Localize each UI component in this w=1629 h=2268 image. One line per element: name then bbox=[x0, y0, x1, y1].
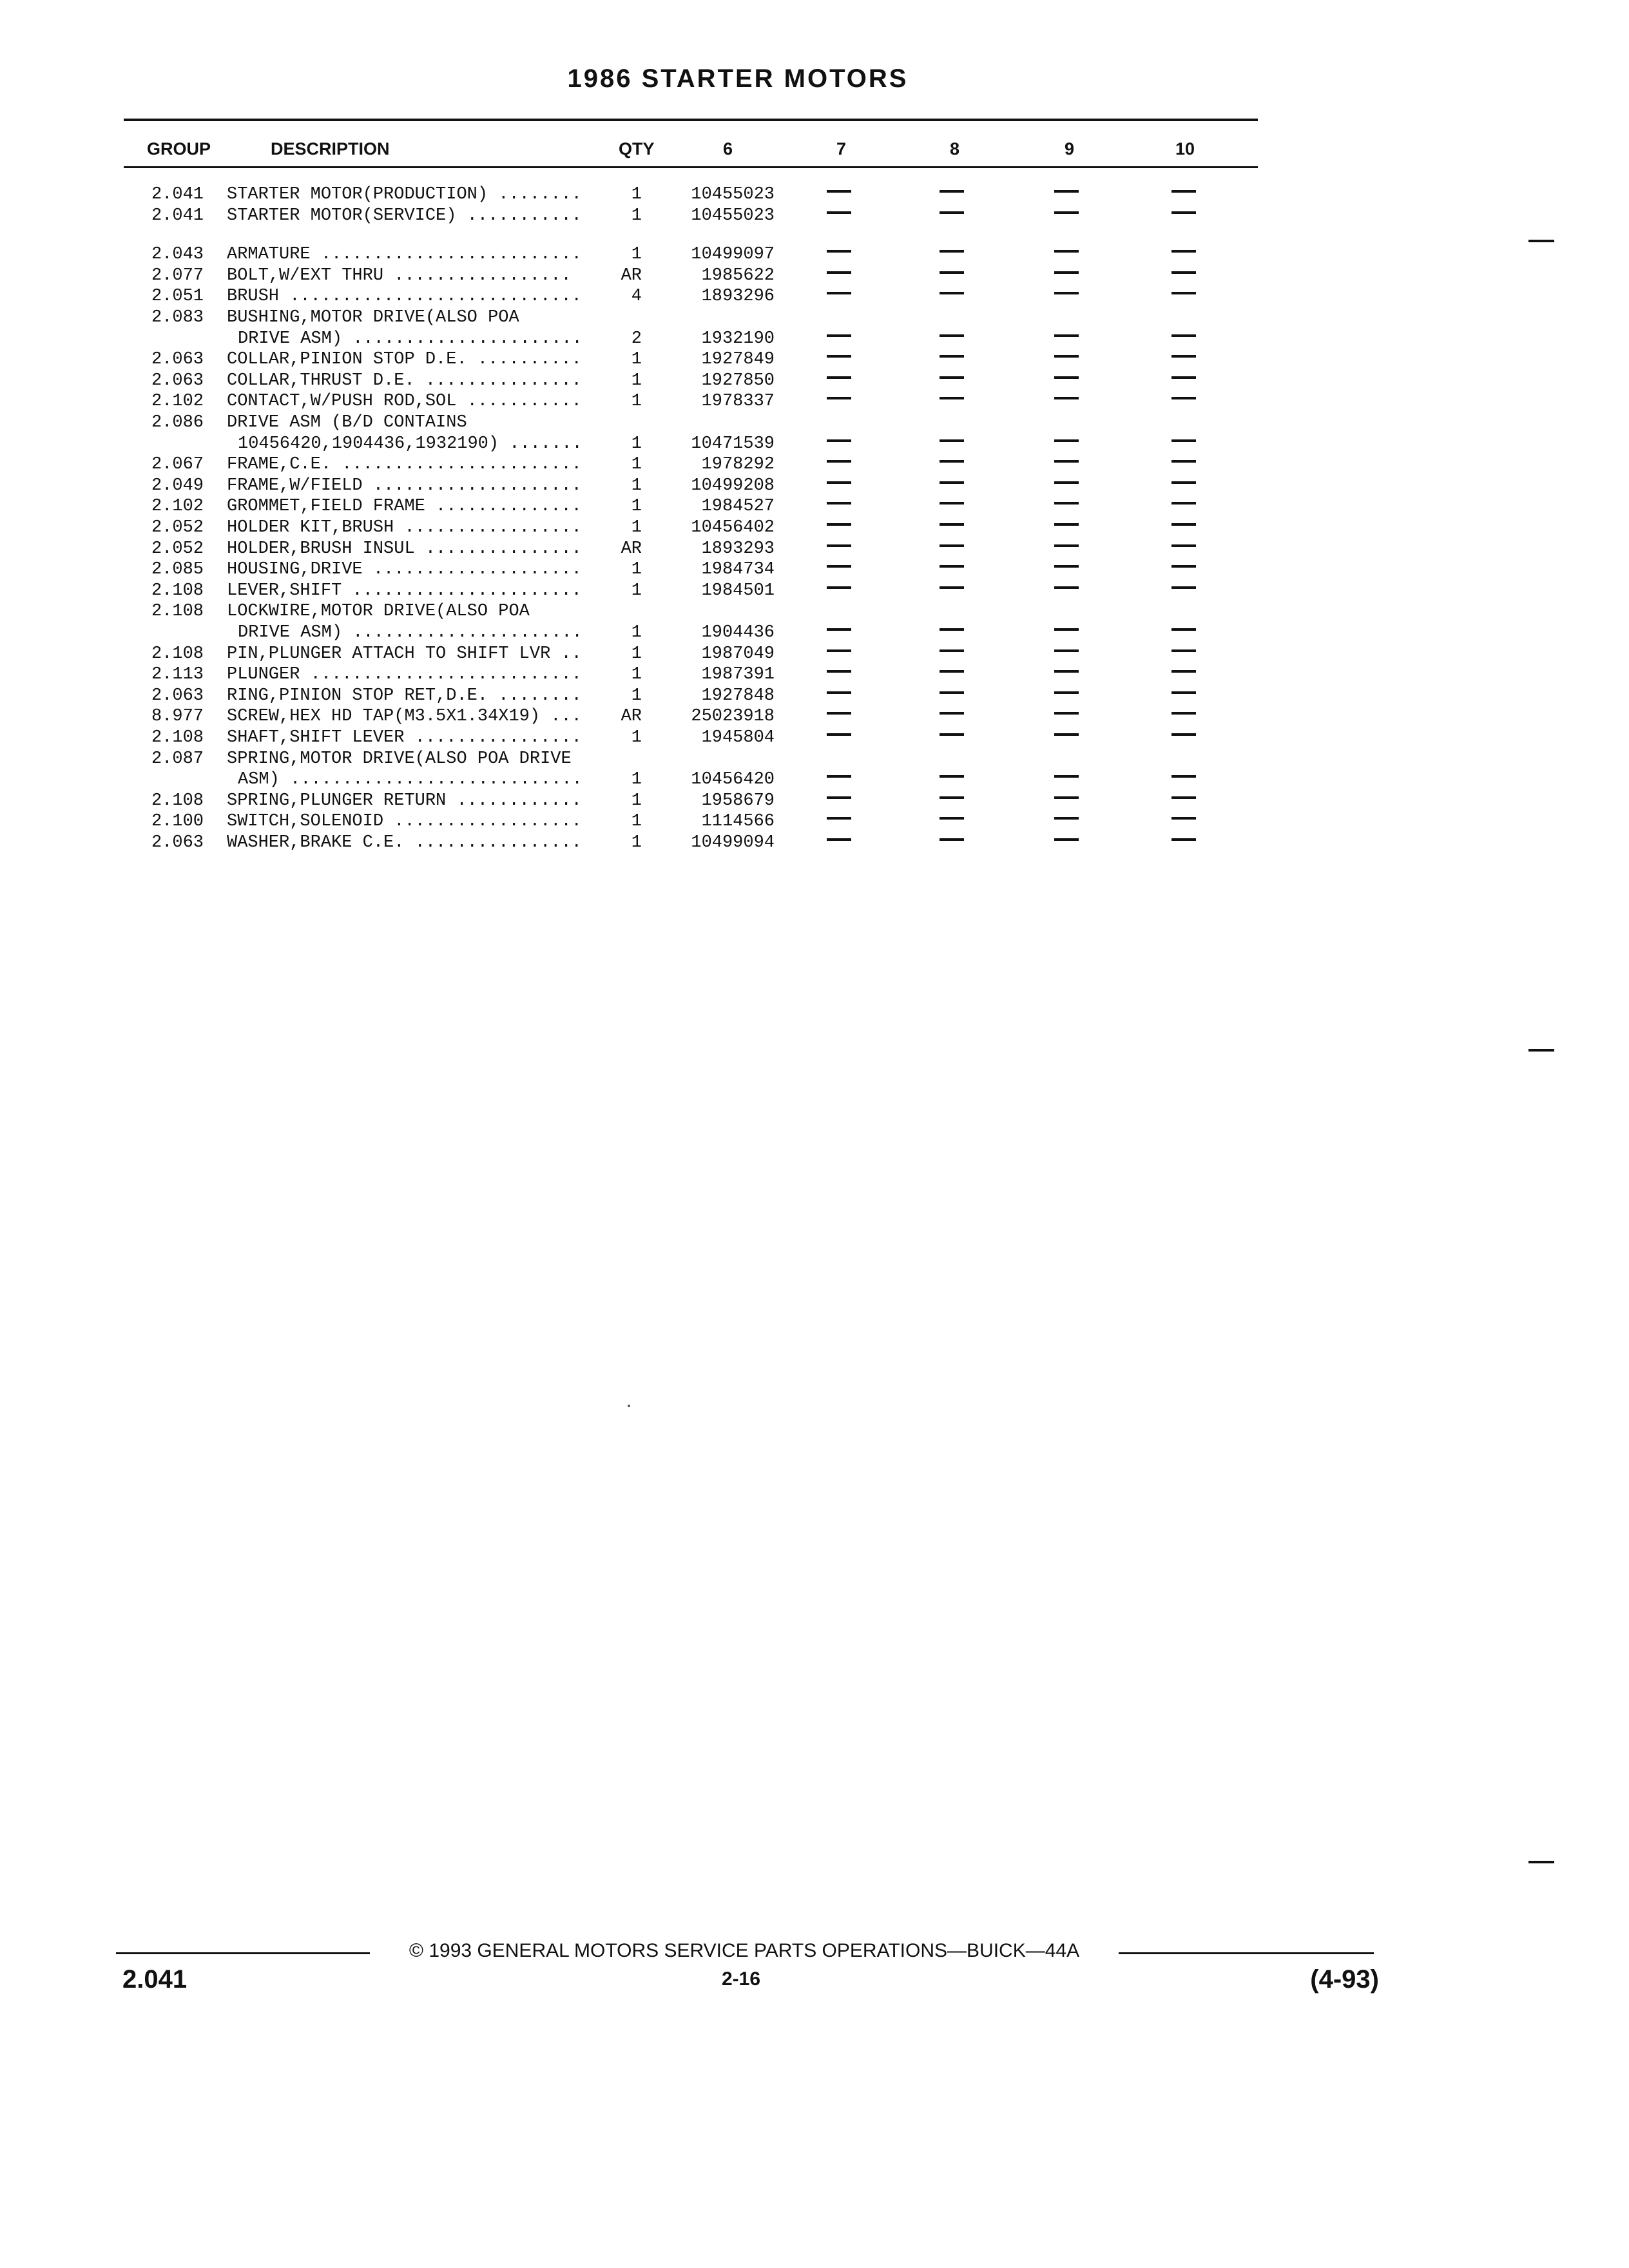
group-cell: 2.102 bbox=[151, 497, 204, 516]
not-applicable-dash-col-10 bbox=[1171, 460, 1196, 463]
not-applicable-dash-col-8 bbox=[940, 376, 964, 379]
not-applicable-dash-col-7 bbox=[827, 211, 851, 214]
group-cell: 2.108 bbox=[151, 644, 204, 664]
group-cell: 2.085 bbox=[151, 560, 204, 579]
table-row bbox=[0, 496, 1629, 517]
not-applicable-dash-col-10 bbox=[1171, 334, 1196, 337]
part-number-cell: 1927850 bbox=[701, 371, 775, 390]
description-cell: SWITCH,SOLENOID .................. bbox=[227, 812, 582, 831]
footer-revision-date: (4-93) bbox=[1310, 1965, 1379, 1994]
not-applicable-dash-col-9 bbox=[1054, 544, 1079, 547]
not-applicable-dash-col-7 bbox=[827, 670, 851, 673]
description-cell: SHAFT,SHIFT LEVER ................ bbox=[227, 728, 582, 747]
table-row bbox=[0, 412, 1629, 434]
not-applicable-dash-col-8 bbox=[940, 649, 964, 652]
part-number-cell: 1932190 bbox=[701, 329, 775, 349]
part-number-cell: 1985622 bbox=[701, 266, 775, 285]
table-row bbox=[0, 370, 1629, 392]
qty-cell: 1 bbox=[631, 686, 642, 706]
not-applicable-dash-col-7 bbox=[827, 691, 851, 694]
group-cell: 2.041 bbox=[151, 206, 204, 226]
not-applicable-dash-col-7 bbox=[827, 439, 851, 442]
table-row bbox=[0, 349, 1629, 370]
column-header-description: DESCRIPTION bbox=[271, 139, 390, 159]
part-number-cell: 1893293 bbox=[701, 539, 775, 559]
edge-tick-mark bbox=[1528, 240, 1554, 242]
description-cell: PLUNGER .......................... bbox=[227, 665, 582, 684]
description-cell: CONTACT,W/PUSH ROD,SOL ........... bbox=[227, 392, 582, 411]
not-applicable-dash-col-10 bbox=[1171, 439, 1196, 442]
table-row bbox=[0, 517, 1629, 539]
not-applicable-dash-col-9 bbox=[1054, 397, 1079, 399]
table-row bbox=[0, 434, 1629, 455]
table-row bbox=[0, 811, 1629, 832]
column-header-9: 9 bbox=[1065, 139, 1075, 159]
not-applicable-dash-col-9 bbox=[1054, 817, 1079, 820]
not-applicable-dash-col-8 bbox=[940, 544, 964, 547]
not-applicable-dash-col-9 bbox=[1054, 502, 1079, 505]
part-number-cell: 10499208 bbox=[691, 476, 775, 495]
not-applicable-dash-col-8 bbox=[940, 670, 964, 673]
column-header-qty: QTY bbox=[619, 139, 655, 159]
not-applicable-dash-col-9 bbox=[1054, 649, 1079, 652]
table-row bbox=[0, 832, 1629, 854]
table-row bbox=[0, 184, 1629, 206]
not-applicable-dash-col-10 bbox=[1171, 838, 1196, 841]
part-number-cell: 10499097 bbox=[691, 245, 775, 264]
qty-cell: 4 bbox=[631, 287, 642, 306]
group-cell: 2.086 bbox=[151, 413, 204, 432]
not-applicable-dash-col-8 bbox=[940, 460, 964, 463]
not-applicable-dash-col-8 bbox=[940, 211, 964, 214]
description-cell: SCREW,HEX HD TAP(M3.5X1.34X19) ... bbox=[227, 707, 582, 726]
not-applicable-dash-col-9 bbox=[1054, 628, 1079, 631]
part-number-cell: 10455023 bbox=[691, 185, 775, 204]
description-cell: ASM) ............................ bbox=[238, 770, 583, 789]
not-applicable-dash-col-10 bbox=[1171, 628, 1196, 631]
table-row bbox=[0, 539, 1629, 560]
part-number-cell: 10456402 bbox=[691, 518, 775, 537]
not-applicable-dash-col-7 bbox=[827, 586, 851, 589]
not-applicable-dash-col-10 bbox=[1171, 211, 1196, 214]
footer-group-number: 2.041 bbox=[122, 1965, 188, 1994]
description-cell: STARTER MOTOR(PRODUCTION) ........ bbox=[227, 185, 582, 204]
part-number-cell: 25023918 bbox=[691, 707, 775, 726]
not-applicable-dash-col-8 bbox=[940, 481, 964, 484]
not-applicable-dash-col-9 bbox=[1054, 250, 1079, 253]
description-cell: SPRING,PLUNGER RETURN ............ bbox=[227, 791, 582, 811]
group-cell: 2.108 bbox=[151, 602, 204, 621]
not-applicable-dash-col-10 bbox=[1171, 355, 1196, 358]
not-applicable-dash-col-7 bbox=[827, 565, 851, 568]
table-row bbox=[0, 307, 1629, 329]
not-applicable-dash-col-8 bbox=[940, 502, 964, 505]
description-cell: COLLAR,THRUST D.E. ............... bbox=[227, 371, 582, 390]
group-cell: 2.049 bbox=[151, 476, 204, 495]
not-applicable-dash-col-7 bbox=[827, 334, 851, 337]
description-cell: STARTER MOTOR(SERVICE) ........... bbox=[227, 206, 582, 226]
part-number-cell: 10471539 bbox=[691, 434, 775, 454]
not-applicable-dash-col-9 bbox=[1054, 775, 1079, 778]
not-applicable-dash-col-8 bbox=[940, 190, 964, 193]
table-row bbox=[0, 559, 1629, 581]
group-cell: 2.063 bbox=[151, 371, 204, 390]
not-applicable-dash-col-10 bbox=[1171, 292, 1196, 294]
not-applicable-dash-col-8 bbox=[940, 796, 964, 799]
not-applicable-dash-col-9 bbox=[1054, 712, 1079, 715]
description-cell: HOLDER,BRUSH INSUL ............... bbox=[227, 539, 582, 559]
part-number-cell: 1987049 bbox=[701, 644, 775, 664]
qty-cell: 1 bbox=[631, 206, 642, 226]
table-row bbox=[0, 791, 1629, 812]
not-applicable-dash-col-10 bbox=[1171, 817, 1196, 820]
not-applicable-dash-col-7 bbox=[827, 376, 851, 379]
edge-tick-mark bbox=[1528, 1861, 1554, 1863]
not-applicable-dash-col-9 bbox=[1054, 691, 1079, 694]
not-applicable-dash-col-8 bbox=[940, 439, 964, 442]
group-cell: 2.077 bbox=[151, 266, 204, 285]
qty-cell: 1 bbox=[631, 245, 642, 264]
not-applicable-dash-col-7 bbox=[827, 649, 851, 652]
description-cell: COLLAR,PINION STOP D.E. .......... bbox=[227, 350, 582, 369]
not-applicable-dash-col-10 bbox=[1171, 523, 1196, 526]
not-applicable-dash-col-7 bbox=[827, 838, 851, 841]
group-cell: 2.052 bbox=[151, 518, 204, 537]
qty-cell: 1 bbox=[631, 560, 642, 579]
part-number-cell: 1978337 bbox=[701, 392, 775, 411]
not-applicable-dash-col-8 bbox=[940, 355, 964, 358]
not-applicable-dash-col-7 bbox=[827, 502, 851, 505]
not-applicable-dash-col-9 bbox=[1054, 271, 1079, 274]
table-row bbox=[0, 454, 1629, 476]
table-row bbox=[0, 622, 1629, 644]
parts-table bbox=[0, 0, 1629, 902]
part-number-cell: 1893296 bbox=[701, 287, 775, 306]
not-applicable-dash-col-7 bbox=[827, 481, 851, 484]
not-applicable-dash-col-9 bbox=[1054, 670, 1079, 673]
group-cell: 2.063 bbox=[151, 686, 204, 706]
not-applicable-dash-col-7 bbox=[827, 292, 851, 294]
qty-cell: 1 bbox=[631, 497, 642, 516]
table-row bbox=[0, 644, 1629, 665]
qty-cell: AR bbox=[621, 707, 642, 726]
group-cell: 2.100 bbox=[151, 812, 204, 831]
part-number-cell: 1984734 bbox=[701, 560, 775, 579]
description-cell: ARMATURE ......................... bbox=[227, 245, 582, 264]
not-applicable-dash-col-8 bbox=[940, 817, 964, 820]
not-applicable-dash-col-7 bbox=[827, 355, 851, 358]
description-cell: 10456420,1904436,1932190) ....... bbox=[238, 434, 583, 454]
group-cell: 2.043 bbox=[151, 245, 204, 264]
description-cell: DRIVE ASM (B/D CONTAINS bbox=[227, 413, 467, 432]
not-applicable-dash-col-10 bbox=[1171, 691, 1196, 694]
table-row bbox=[0, 686, 1629, 707]
not-applicable-dash-col-9 bbox=[1054, 733, 1079, 736]
not-applicable-dash-col-9 bbox=[1054, 565, 1079, 568]
description-cell: PIN,PLUNGER ATTACH TO SHIFT LVR .. bbox=[227, 644, 582, 664]
table-row bbox=[0, 706, 1629, 727]
description-cell: GROMMET,FIELD FRAME .............. bbox=[227, 497, 582, 516]
not-applicable-dash-col-7 bbox=[827, 775, 851, 778]
description-cell: BUSHING,MOTOR DRIVE(ALSO POA bbox=[227, 308, 519, 327]
table-row bbox=[0, 664, 1629, 686]
not-applicable-dash-col-9 bbox=[1054, 796, 1079, 799]
table-row bbox=[0, 769, 1629, 791]
table-row bbox=[0, 244, 1629, 265]
group-cell: 2.063 bbox=[151, 350, 204, 369]
not-applicable-dash-col-10 bbox=[1171, 586, 1196, 589]
group-cell: 2.051 bbox=[151, 287, 204, 306]
part-number-cell: 1114566 bbox=[701, 812, 775, 831]
description-cell: LEVER,SHIFT ...................... bbox=[227, 581, 582, 601]
not-applicable-dash-col-10 bbox=[1171, 376, 1196, 379]
qty-cell: 1 bbox=[631, 581, 642, 601]
not-applicable-dash-col-9 bbox=[1054, 334, 1079, 337]
column-header-group: GROUP bbox=[147, 139, 211, 159]
group-cell: 2.108 bbox=[151, 791, 204, 811]
group-cell: 2.108 bbox=[151, 581, 204, 601]
part-number-cell: 10455023 bbox=[691, 206, 775, 226]
column-header-8: 8 bbox=[950, 139, 960, 159]
description-cell: HOLDER KIT,BRUSH ................. bbox=[227, 518, 582, 537]
table-row bbox=[0, 581, 1629, 602]
not-applicable-dash-col-10 bbox=[1171, 544, 1196, 547]
not-applicable-dash-col-10 bbox=[1171, 250, 1196, 253]
description-cell: FRAME,W/FIELD .................... bbox=[227, 476, 582, 495]
qty-cell: 1 bbox=[631, 185, 642, 204]
not-applicable-dash-col-8 bbox=[940, 838, 964, 841]
not-applicable-dash-col-10 bbox=[1171, 502, 1196, 505]
table-row bbox=[0, 391, 1629, 412]
footer-rule-right bbox=[1119, 1952, 1374, 1954]
description-cell: BRUSH ............................ bbox=[227, 287, 582, 306]
group-cell: 2.083 bbox=[151, 308, 204, 327]
scan-speck bbox=[628, 1405, 630, 1407]
footer-page-number: 2-16 bbox=[721, 1968, 761, 1990]
not-applicable-dash-col-7 bbox=[827, 460, 851, 463]
not-applicable-dash-col-9 bbox=[1054, 586, 1079, 589]
not-applicable-dash-col-8 bbox=[940, 292, 964, 294]
not-applicable-dash-col-9 bbox=[1054, 355, 1079, 358]
not-applicable-dash-col-7 bbox=[827, 712, 851, 715]
group-cell: 2.041 bbox=[151, 185, 204, 204]
not-applicable-dash-col-9 bbox=[1054, 376, 1079, 379]
qty-cell: AR bbox=[621, 266, 642, 285]
group-cell: 8.977 bbox=[151, 707, 204, 726]
not-applicable-dash-col-10 bbox=[1171, 712, 1196, 715]
part-number-cell: 1984501 bbox=[701, 581, 775, 601]
qty-cell: 1 bbox=[631, 770, 642, 789]
table-row bbox=[0, 286, 1629, 307]
table-row bbox=[0, 476, 1629, 497]
not-applicable-dash-col-9 bbox=[1054, 481, 1079, 484]
not-applicable-dash-col-9 bbox=[1054, 190, 1079, 193]
not-applicable-dash-col-9 bbox=[1054, 523, 1079, 526]
part-number-cell: 1958679 bbox=[701, 791, 775, 811]
not-applicable-dash-col-8 bbox=[940, 691, 964, 694]
not-applicable-dash-col-9 bbox=[1054, 460, 1079, 463]
part-number-cell: 1978292 bbox=[701, 455, 775, 474]
not-applicable-dash-col-10 bbox=[1171, 397, 1196, 399]
qty-cell: 1 bbox=[631, 455, 642, 474]
group-cell: 2.102 bbox=[151, 392, 204, 411]
not-applicable-dash-col-8 bbox=[940, 250, 964, 253]
not-applicable-dash-col-10 bbox=[1171, 670, 1196, 673]
not-applicable-dash-col-8 bbox=[940, 271, 964, 274]
description-cell: HOUSING,DRIVE .................... bbox=[227, 560, 582, 579]
part-number-cell: 1945804 bbox=[701, 728, 775, 747]
qty-cell: 1 bbox=[631, 476, 642, 495]
table-row bbox=[0, 749, 1629, 770]
not-applicable-dash-col-7 bbox=[827, 190, 851, 193]
group-cell: 2.108 bbox=[151, 728, 204, 747]
qty-cell: 1 bbox=[631, 434, 642, 454]
page-title: 1986 STARTER MOTORS bbox=[567, 64, 909, 93]
not-applicable-dash-col-10 bbox=[1171, 481, 1196, 484]
part-number-cell: 1927848 bbox=[701, 686, 775, 706]
not-applicable-dash-col-10 bbox=[1171, 733, 1196, 736]
qty-cell: 1 bbox=[631, 644, 642, 664]
not-applicable-dash-col-8 bbox=[940, 334, 964, 337]
table-row bbox=[0, 206, 1629, 227]
qty-cell: AR bbox=[621, 539, 642, 559]
qty-cell: 1 bbox=[631, 812, 642, 831]
description-cell: RING,PINION STOP RET,D.E. ........ bbox=[227, 686, 582, 706]
group-cell: 2.063 bbox=[151, 833, 204, 852]
column-header-10: 10 bbox=[1175, 139, 1195, 159]
not-applicable-dash-col-8 bbox=[940, 586, 964, 589]
qty-cell: 1 bbox=[631, 350, 642, 369]
qty-cell: 1 bbox=[631, 665, 642, 684]
not-applicable-dash-col-7 bbox=[827, 271, 851, 274]
table-row bbox=[0, 601, 1629, 622]
qty-cell: 1 bbox=[631, 728, 642, 747]
edge-tick-mark bbox=[1528, 1049, 1554, 1052]
description-cell: DRIVE ASM) ...................... bbox=[238, 329, 583, 349]
not-applicable-dash-col-8 bbox=[940, 712, 964, 715]
not-applicable-dash-col-10 bbox=[1171, 271, 1196, 274]
not-applicable-dash-col-8 bbox=[940, 775, 964, 778]
description-cell: BOLT,W/EXT THRU ................. bbox=[227, 266, 572, 285]
not-applicable-dash-col-8 bbox=[940, 733, 964, 736]
group-cell: 2.067 bbox=[151, 455, 204, 474]
part-number-cell: 10456420 bbox=[691, 770, 775, 789]
not-applicable-dash-col-10 bbox=[1171, 796, 1196, 799]
not-applicable-dash-col-7 bbox=[827, 523, 851, 526]
part-number-cell: 1904436 bbox=[701, 623, 775, 642]
not-applicable-dash-col-7 bbox=[827, 817, 851, 820]
not-applicable-dash-col-9 bbox=[1054, 439, 1079, 442]
column-header-6: 6 bbox=[723, 139, 733, 159]
not-applicable-dash-col-7 bbox=[827, 628, 851, 631]
not-applicable-dash-col-8 bbox=[940, 523, 964, 526]
not-applicable-dash-col-7 bbox=[827, 250, 851, 253]
not-applicable-dash-col-10 bbox=[1171, 190, 1196, 193]
qty-cell: 1 bbox=[631, 392, 642, 411]
not-applicable-dash-col-8 bbox=[940, 628, 964, 631]
not-applicable-dash-col-10 bbox=[1171, 775, 1196, 778]
not-applicable-dash-col-9 bbox=[1054, 292, 1079, 294]
table-row bbox=[0, 265, 1629, 287]
not-applicable-dash-col-8 bbox=[940, 397, 964, 399]
footer-rule-left bbox=[116, 1952, 370, 1954]
part-number-cell: 1984527 bbox=[701, 497, 775, 516]
part-number-cell: 1987391 bbox=[701, 665, 775, 684]
not-applicable-dash-col-7 bbox=[827, 796, 851, 799]
description-cell: SPRING,MOTOR DRIVE(ALSO POA DRIVE bbox=[227, 749, 572, 769]
qty-cell: 1 bbox=[631, 371, 642, 390]
footer-copyright: © 1993 GENERAL MOTORS SERVICE PARTS OPERATIONS—BUICK—44A bbox=[409, 1940, 1080, 1961]
qty-cell: 1 bbox=[631, 623, 642, 642]
qty-cell: 1 bbox=[631, 791, 642, 811]
description-cell: DRIVE ASM) ...................... bbox=[238, 623, 583, 642]
part-number-cell: 10499094 bbox=[691, 833, 775, 852]
not-applicable-dash-col-9 bbox=[1054, 838, 1079, 841]
not-applicable-dash-col-10 bbox=[1171, 649, 1196, 652]
table-row bbox=[0, 727, 1629, 749]
column-header-7: 7 bbox=[836, 139, 847, 159]
qty-cell: 1 bbox=[631, 833, 642, 852]
group-cell: 2.052 bbox=[151, 539, 204, 559]
part-number-cell: 1927849 bbox=[701, 350, 775, 369]
description-cell: WASHER,BRAKE C.E. ................ bbox=[227, 833, 582, 852]
table-row bbox=[0, 329, 1629, 350]
description-cell: FRAME,C.E. ....................... bbox=[227, 455, 582, 474]
group-cell: 2.087 bbox=[151, 749, 204, 769]
not-applicable-dash-col-7 bbox=[827, 397, 851, 399]
not-applicable-dash-col-7 bbox=[827, 544, 851, 547]
not-applicable-dash-col-10 bbox=[1171, 565, 1196, 568]
qty-cell: 1 bbox=[631, 518, 642, 537]
not-applicable-dash-col-7 bbox=[827, 733, 851, 736]
not-applicable-dash-col-9 bbox=[1054, 211, 1079, 214]
description-cell: LOCKWIRE,MOTOR DRIVE(ALSO POA bbox=[227, 602, 530, 621]
not-applicable-dash-col-8 bbox=[940, 565, 964, 568]
group-cell: 2.113 bbox=[151, 665, 204, 684]
qty-cell: 2 bbox=[631, 329, 642, 349]
